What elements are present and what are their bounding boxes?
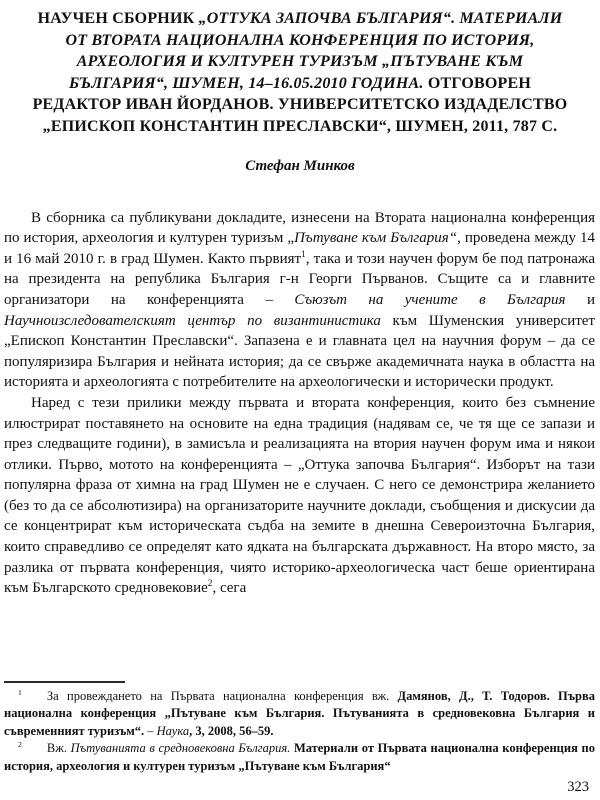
text-run: За провеждането на Първата национална конференция вж. (46, 689, 398, 703)
body-paragraph (4, 393, 595, 599)
footnote-text (4, 689, 595, 738)
text-run: Вж. (46, 741, 71, 756)
text-run: Материали от Първата национална конференция по история, археология и културен туризъм „Пътуване към България“ (4, 741, 595, 773)
text-run: към Шуменския университет „Епископ Константин Преславски“. Запазена е и главната цел на научния форум – да се популяризира България и нейната история; да се свърже академичната наука в областта на историята и археологията с потребителите на археологически и исторически продукт. (4, 312, 595, 391)
article-body (4, 208, 595, 599)
text-run: „ОТТУКА ЗАПОЧВА БЪЛГАРИЯ“. МАТЕРИАЛИ ОТ ВТОРАТА НАЦИОНАЛНА КОНФЕРЕНЦИЯ ПО ИСТОРИЯ, АРХЕОЛОГИЯ И КУЛТУРЕН ТУРИЗЪМ „ПЪТУВАНЕ КЪМ БЪЛГАРИЯ“, ШУМЕН, 14–16.05.2010 ГОДИНА. (65, 10, 563, 92)
footnote-marker: 2 (18, 740, 22, 750)
text-run: Наред с тези прилики между първата и втората конференция, които без съмнение илюстрират поставянето на основите на една традиция (надявам се, че тя ще се запази и през следващите години), в замисъла и реализацията на втория научен форум има и някои отлики. Първо, мотото на конференцията – „Оттука започва България“. Изборът на тази популярна фраза от химна на град Шумен не е случаен. С него се демонстрира желанието (без то да се абсолютизира) на организаторите научните доклади, съобщения и дискусии да се концентрират към историческата съдба на земите в днешна Североизточна България, които справедливо се определят като ядката на българската държавност. На второ място, за разлика от първата конференция, чиято историко-археологическа част беше ориентирана към Българското средновековие (4, 394, 595, 597)
text-run: и (565, 291, 595, 308)
text-run: Пътуванията в средновековна България. (70, 741, 291, 756)
author-byline: Стефан Минков (245, 157, 355, 174)
footnote-marker: 1 (18, 687, 22, 697)
footnote-separator (4, 681, 125, 683)
text-run: , сега (212, 580, 247, 597)
text-run: , 3, 2008, 56–59. (189, 723, 274, 738)
text-run: ОТГОВОРЕН РЕДАКТОР ИВАН ЙОРДАНОВ. УНИВЕРСИТЕТСКО ИЗДАДЕЛСТВО „ЕПИСКОП КОНСТАНТИН ПРЕСЛАВСКИ“, ШУМЕН, 2011, 787 С. (32, 74, 568, 135)
text-run: Първа национална конференция „Пътуване към България. Пътуванията в средновековна България и съвременният туризъм“. (4, 689, 595, 738)
text-run: Наука (156, 723, 190, 738)
text-run: Пътуване към България“ (294, 230, 458, 247)
body-paragraph (4, 208, 595, 393)
footnote (4, 688, 595, 740)
footnote (4, 740, 595, 775)
superscript-reference: 2 (207, 579, 213, 590)
footnotes-section (4, 681, 595, 800)
text-run: НАУЧЕН СБОРНИК (37, 10, 199, 27)
text-run: Дамянов, Д., Т. Тодоров. (397, 689, 550, 703)
text-run: , проведена между 14 и 16 май 2010 г. в град Шумен. Както първият (4, 230, 595, 267)
footnote-text (4, 741, 595, 772)
text-run: , така и този научен форум бе под патронажа на президента на република България г-н Георги Първанов. Същите са и главните организатори на конференцията – (4, 250, 595, 308)
text-run: В сборника са публикувани докладите, изнесени на Втората национална конференция по история, археология и културен туризъм „ (4, 209, 595, 247)
text-run: Съюзът на учените в България (294, 291, 566, 308)
page-number: 323 (567, 779, 589, 796)
article-title (26, 8, 574, 138)
superscript-reference: 1 (301, 249, 306, 260)
text-run: – (144, 723, 157, 738)
text-run: Научноизследователският център по византинистика (4, 312, 381, 329)
